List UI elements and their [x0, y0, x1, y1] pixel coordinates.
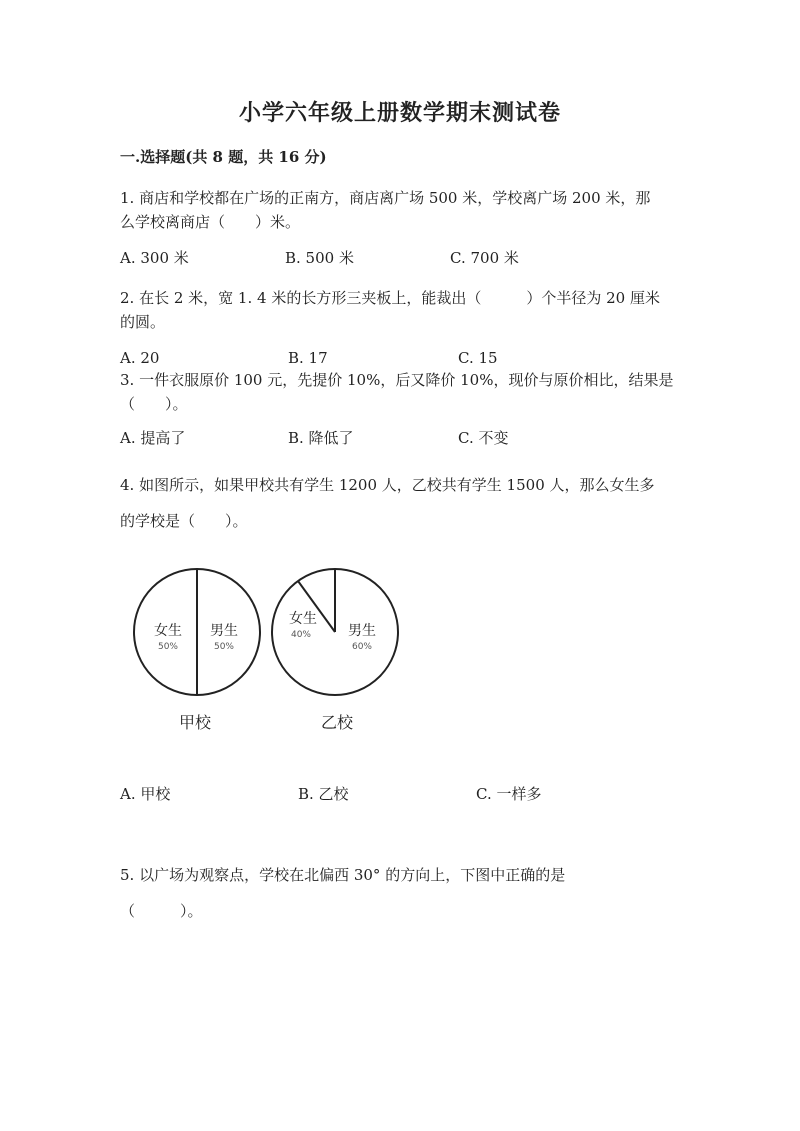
pie-chart-figure: [120, 555, 420, 745]
section-heading: 一.选择题(共 8 题，共 16 分): [120, 148, 327, 166]
option-c[interactable]: C. 15: [458, 349, 498, 367]
school-a-female-pct: 50%: [157, 642, 179, 652]
school-a-male-label: 男生: [210, 623, 238, 639]
option-b[interactable]: B. 降低了: [288, 429, 354, 447]
option-a[interactable]: A. 甲校: [120, 785, 171, 803]
question-3-line-2: （ ）。: [120, 395, 188, 413]
school-b-name: 乙校: [320, 713, 354, 732]
option-c[interactable]: C. 700 米: [450, 249, 519, 267]
question-5-line-2: （ ）。: [120, 902, 203, 920]
question-5: [120, 857, 680, 929]
school-b-female-label: 女生: [289, 611, 317, 627]
option-c[interactable]: C. 一样多: [476, 785, 542, 803]
question-2-line-1: 2. 在长 2 米，宽 1. 4 米的长方形三夹板上，能裁出（ ）个半径为 20 厘米: [120, 289, 660, 307]
question-4-options: [120, 782, 720, 806]
question-1-line-1: 1. 商店和学校都在广场的正南方，商店离广场 500 米，学校离广场 200 米，那: [120, 189, 651, 207]
option-a[interactable]: A. 20: [120, 349, 160, 367]
question-3-options: [120, 426, 720, 450]
question-4: [120, 467, 680, 539]
page-title: 小学六年级上册数学期末测试卷: [238, 100, 561, 126]
question-4-line-2: 的学校是（ ）。: [120, 512, 248, 530]
option-b[interactable]: B. 17: [288, 349, 328, 367]
question-1: [120, 186, 680, 234]
option-b[interactable]: B. 乙校: [298, 785, 349, 803]
question-2-line-2: 的圆。: [120, 313, 166, 331]
question-4-line-1: 4. 如图所示，如果甲校共有学生 1200 人，乙校共有学生 1500 人，那么女生多: [120, 476, 655, 494]
question-1-line-2: 么学校离商店（ ）米。: [120, 213, 301, 231]
school-b-female-pct: 40%: [290, 630, 312, 640]
school-b-male-label: 男生: [348, 623, 376, 639]
option-c[interactable]: C. 不变: [458, 429, 509, 447]
option-a[interactable]: A. 300 米: [120, 249, 189, 267]
question-3: [120, 368, 680, 416]
question-2-options: [120, 346, 720, 370]
school-a-female-label: 女生: [154, 623, 182, 639]
question-1-options: [120, 246, 720, 270]
option-b[interactable]: B. 500 米: [285, 249, 354, 267]
school-b-male-pct: 60%: [351, 642, 373, 652]
question-3-line-1: 3. 一件衣服原价 100 元，先提价 10%，后又降价 10%，现价与原价相比，结果是: [120, 371, 674, 389]
school-a-male-pct: 50%: [213, 642, 235, 652]
option-a[interactable]: A. 提高了: [120, 429, 186, 447]
school-a-name: 甲校: [178, 713, 212, 732]
question-5-line-1: 5. 以广场为观察点，学校在北偏西 30° 的方向上，下图中正确的是: [120, 866, 566, 884]
question-2: [120, 286, 680, 334]
